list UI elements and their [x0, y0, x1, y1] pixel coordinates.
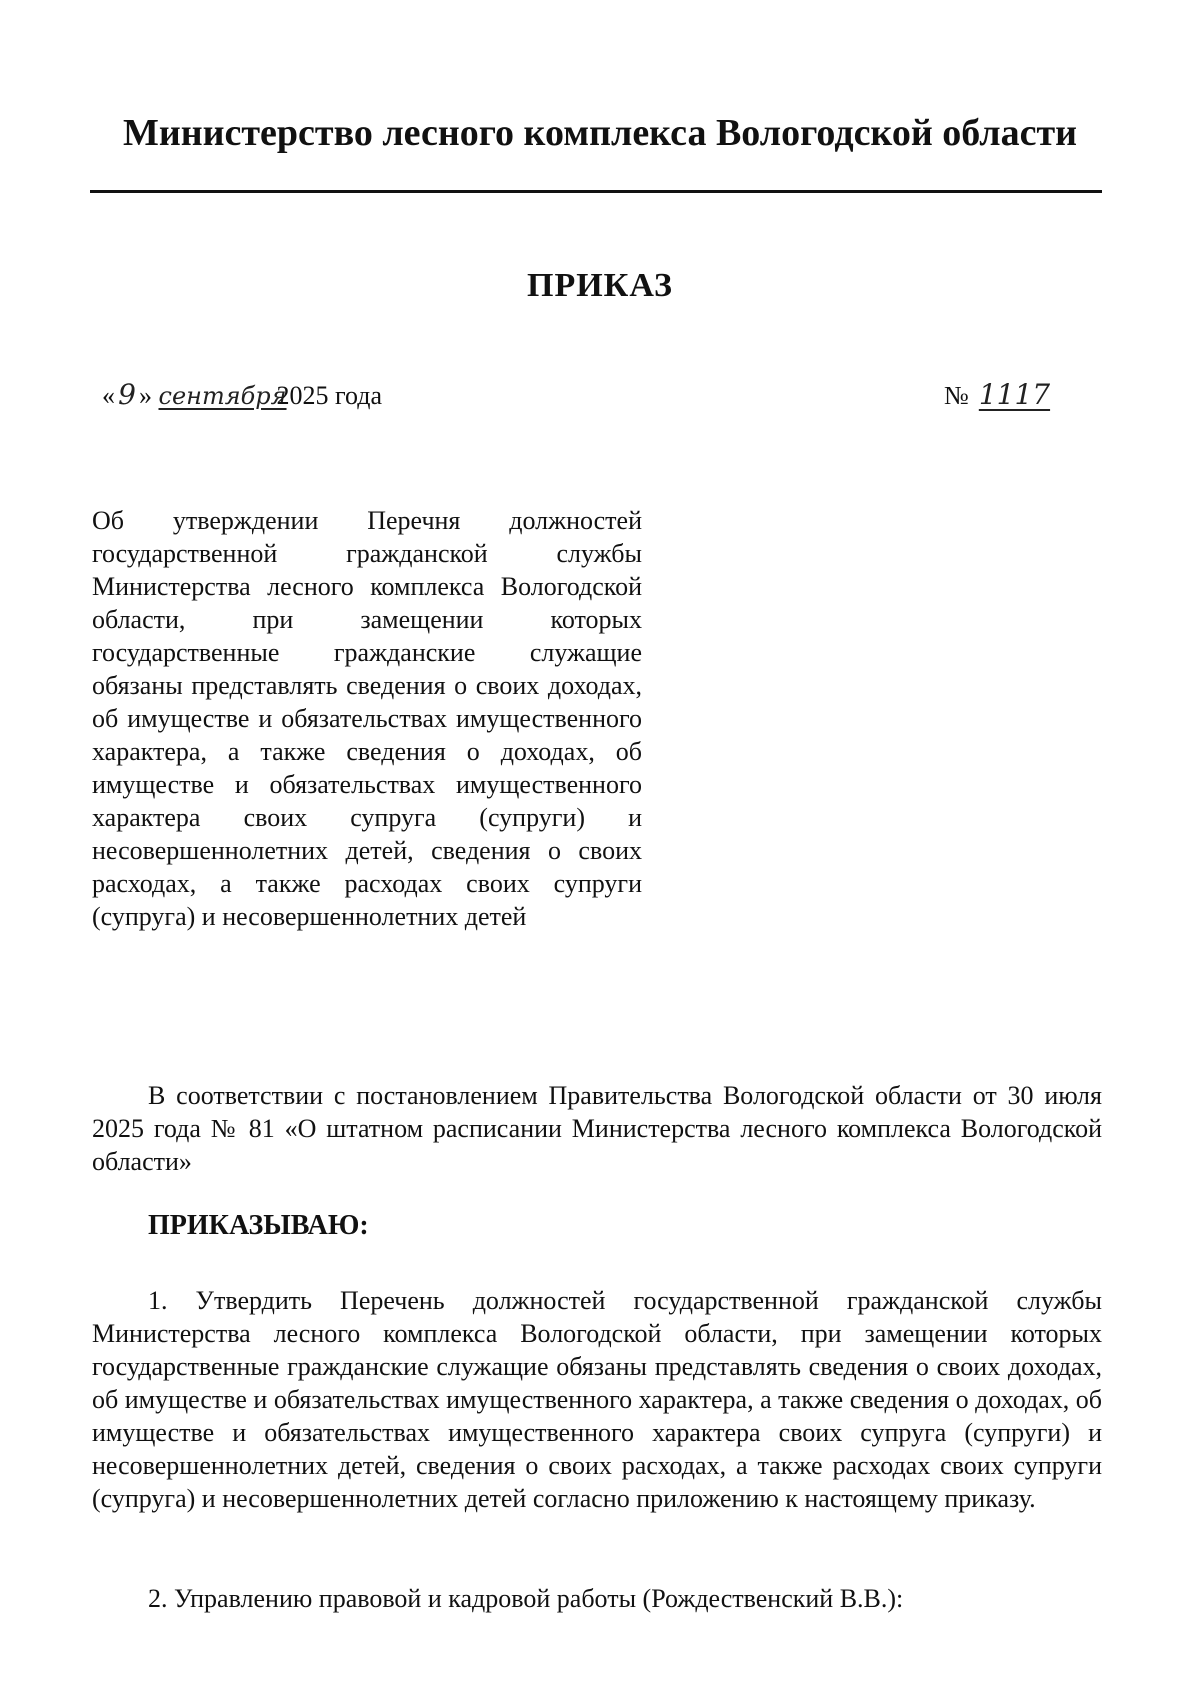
document-subject: Об утверждении Перечня должностей государственной гражданской службы Министерства лесного комплекса Вологодской области, при замещении которых государственные гражданские служащие обязаны представлять сведения о своих доходах, об имуществе и обязательствах имущественного характера, а также сведения о доходах, об имуществе и обязательствах имущественного характера своих супруга (супруги) и несовершеннолетних детей, сведения о своих расходах, а также расходах своих супруги (супруга) и несовершеннолетних детей [92, 506, 642, 931]
document-type-title: ПРИКАЗ [527, 267, 673, 304]
order-item-2: 2. Управлению правовой и кадровой работы (Рождественский В.В.): [148, 1584, 904, 1613]
organization-title: Министерство лесного комплекса Вологодской области [122, 112, 1078, 154]
date-open-quote: « [102, 381, 115, 410]
number-value-handwritten: 1117 [978, 378, 1051, 411]
date-year: 2025 года [276, 381, 383, 410]
order-item-1: 1. Утвердить Перечень должностей государственной гражданской службы Министерства лесного комплекса Вологодской области, при замещении которых государственные гражданские служащие обязаны представлять сведения о своих доходах, об имуществе и обязательствах имущественного характера, а также сведения о доходах, об имуществе и обязательствах имущественного характера своих супруга (супруги) и несовершеннолетних детей, сведения о своих расходах, а также расходах своих супруги (супруга) и несовершеннолетних детей согласно приложению к настоящему приказу. [92, 1286, 1102, 1513]
order-heading: ПРИКАЗЫВАЮ: [148, 1210, 369, 1241]
preamble-paragraph: В соответствии с постановлением Правительства Вологодской области от 30 июля 2025 года № 81 «О штатном расписании Министерства лесного комплекса Вологодской области» [92, 1081, 1102, 1176]
document-date [102, 378, 382, 413]
header-divider [90, 190, 1102, 193]
date-day-handwritten: 9 [118, 378, 136, 411]
number-label: № [944, 381, 969, 410]
date-close-quote: » [139, 381, 152, 410]
date-month-handwritten: сентября [158, 382, 287, 410]
document-number [944, 378, 1079, 413]
